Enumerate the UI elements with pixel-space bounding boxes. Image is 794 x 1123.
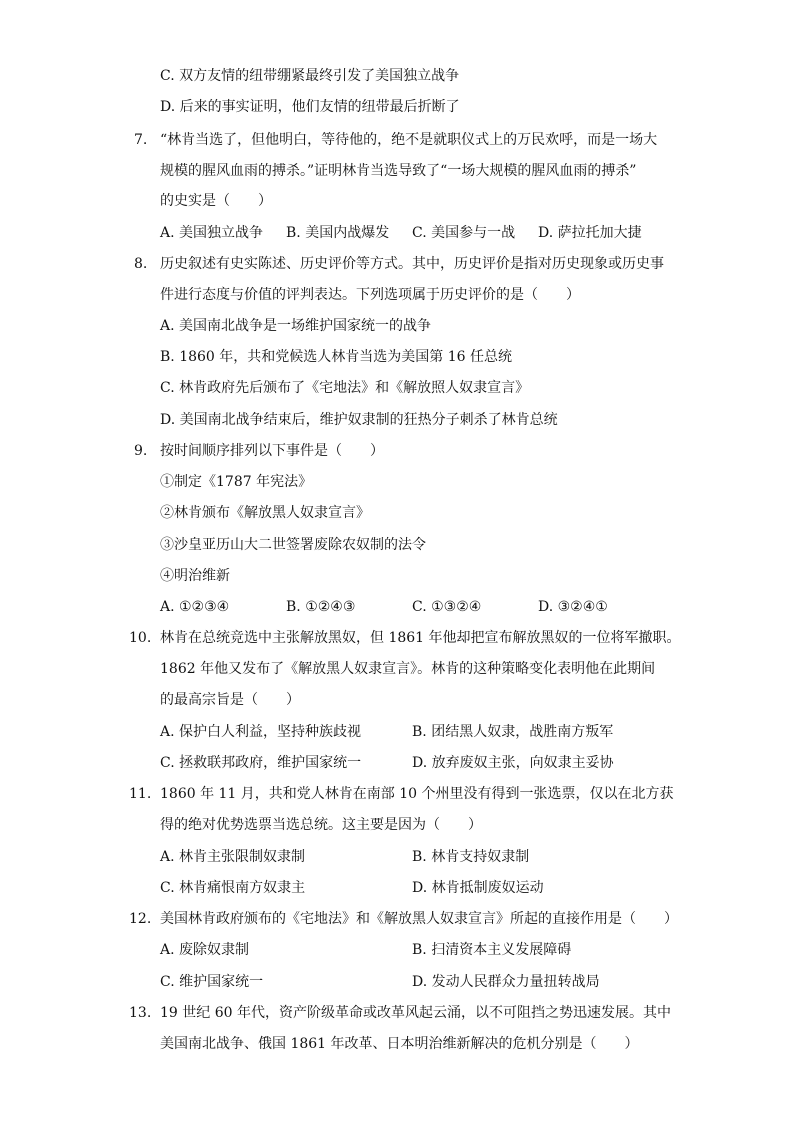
q8-stem-line: 历史叙述有史实陈述、历史评价等方式。其中，历史评价是指对历史现象或历史事 (160, 256, 664, 272)
q9-event-item: ②林肯颁布《解放黑人奴隶宣言》 (160, 505, 370, 521)
q12-option-b: B. 扫清资本主义发展障碍 (412, 942, 572, 958)
q12-option-a: A. 废除奴隶制 (160, 942, 250, 958)
q9-option-b: B. ①②④③ (286, 599, 356, 615)
q10-option-c: C. 拯救联邦政府，维护国家统一 (160, 755, 362, 771)
q11-stem-line: 得的绝对优势选票当选总统。这主要是因为（ ） (160, 817, 482, 833)
q6-option-d: D. 后来的事实证明，他们友情的纽带最后折断了 (160, 99, 460, 115)
q11-option-d: D. 林肯抵制废奴运动 (412, 880, 544, 896)
q11-stem-line: 1860 年 11 月，共和党人林肯在南部 10 个州里没有得到一张选票，仅以在北方获 (160, 786, 674, 802)
q12-option-c: C. 维护国家统一 (160, 974, 264, 990)
q10-stem-line: 林肯在总统竞选中主张解放黑奴，但 1861 年他却把宣布解放黑奴的一位将军撤职。 (160, 630, 681, 646)
q9-option-c: C. ①③②④ (412, 599, 482, 615)
q7-option-a: A. 美国独立战争 (160, 225, 264, 241)
q7-option-c: C. 美国参与一战 (412, 225, 516, 241)
q10-number: 10. (129, 630, 152, 646)
q12-number: 12. (129, 911, 152, 927)
q11-option-b: B. 林肯支持奴隶制 (412, 849, 530, 865)
q7-option-d: D. 萨拉托加大捷 (538, 225, 642, 241)
q8-option-d: D. 美国南北战争结束后，维护奴隶制的狂热分子刺杀了林肯总统 (160, 412, 558, 428)
q10-stem-line: 的最高宗旨是（ ） (160, 692, 300, 708)
q12-stem-line: 美国林肯政府颁布的《宅地法》和《解放黑人奴隶宣言》所起的直接作用是（ ） (160, 911, 678, 927)
q8-stem-line: 件进行态度与价值的评判表达。下列选项属于历史评价的是（ ） (160, 287, 580, 303)
q9-event-item: ③沙皇亚历山大二世签署废除农奴制的法令 (160, 537, 426, 553)
q9-event-item: ④明治维新 (160, 568, 230, 584)
q11-option-a: A. 林肯主张限制奴隶制 (160, 849, 306, 865)
q10-option-b: B. 团结黑人奴隶，战胜南方叛军 (412, 724, 614, 740)
q10-stem-line: 1862 年他又发布了《解放黑人奴隶宣言》。林肯的这种策略变化表明他在此期间 (160, 661, 656, 677)
q8-option-a: A. 美国南北战争是一场维护国家统一的战争 (160, 318, 432, 334)
q13-number: 13. (129, 1005, 152, 1021)
q10-option-d: D. 放弃废奴主张，向奴隶主妥协 (412, 755, 614, 771)
q9-number: 9. (134, 443, 148, 459)
q12-option-d: D. 发动人民群众力量扭转战局 (412, 974, 600, 990)
q10-option-a: A. 保护白人利益，坚持种族歧视 (160, 724, 362, 740)
q9-option-d: D. ③②④① (538, 599, 608, 615)
q11-number: 11. (129, 786, 152, 802)
q8-number: 8. (134, 256, 148, 272)
q9-event-item: ①制定《1787 年宪法》 (160, 474, 313, 490)
q7-stem-line: 的史实是（ ） (160, 193, 272, 209)
q11-option-c: C. 林肯痛恨南方奴隶主 (160, 880, 306, 896)
q9-option-a: A. ①②③④ (160, 599, 230, 615)
q8-option-b: B. 1860 年，共和党候选人林肯当选为美国第 16 任总统 (160, 349, 512, 365)
q13-stem-line: 美国南北战争、俄国 1861 年改革、日本明治维新解决的危机分别是（ ） (160, 1036, 639, 1052)
q8-option-c: C. 林肯政府先后颁布了《宅地法》和《解放照人奴隶宣言》 (160, 380, 530, 396)
q13-stem-line: 19 世纪 60 年代，资产阶级革命或改革风起云涌，以不可阻挡之势迅速发展。其中 (160, 1005, 671, 1021)
q6-option-c: C. 双方友情的纽带绷紧最终引发了美国独立战争 (160, 68, 460, 84)
q7-number: 7. (134, 132, 148, 148)
q7-option-b: B. 美国内战爆发 (286, 225, 390, 241)
q7-stem-line: “林肯当选了，但他明白，等待他的，绝不是就职仪式上的万民欢呼，而是一场大 (160, 132, 658, 148)
q9-stem-line: 按时间顺序排列以下事件是（ ） (160, 443, 384, 459)
q7-stem-line: 规模的腥风血雨的搏杀。”证明林肯当选导致了“一场大规模的腥风血雨的搏杀” (160, 163, 637, 179)
